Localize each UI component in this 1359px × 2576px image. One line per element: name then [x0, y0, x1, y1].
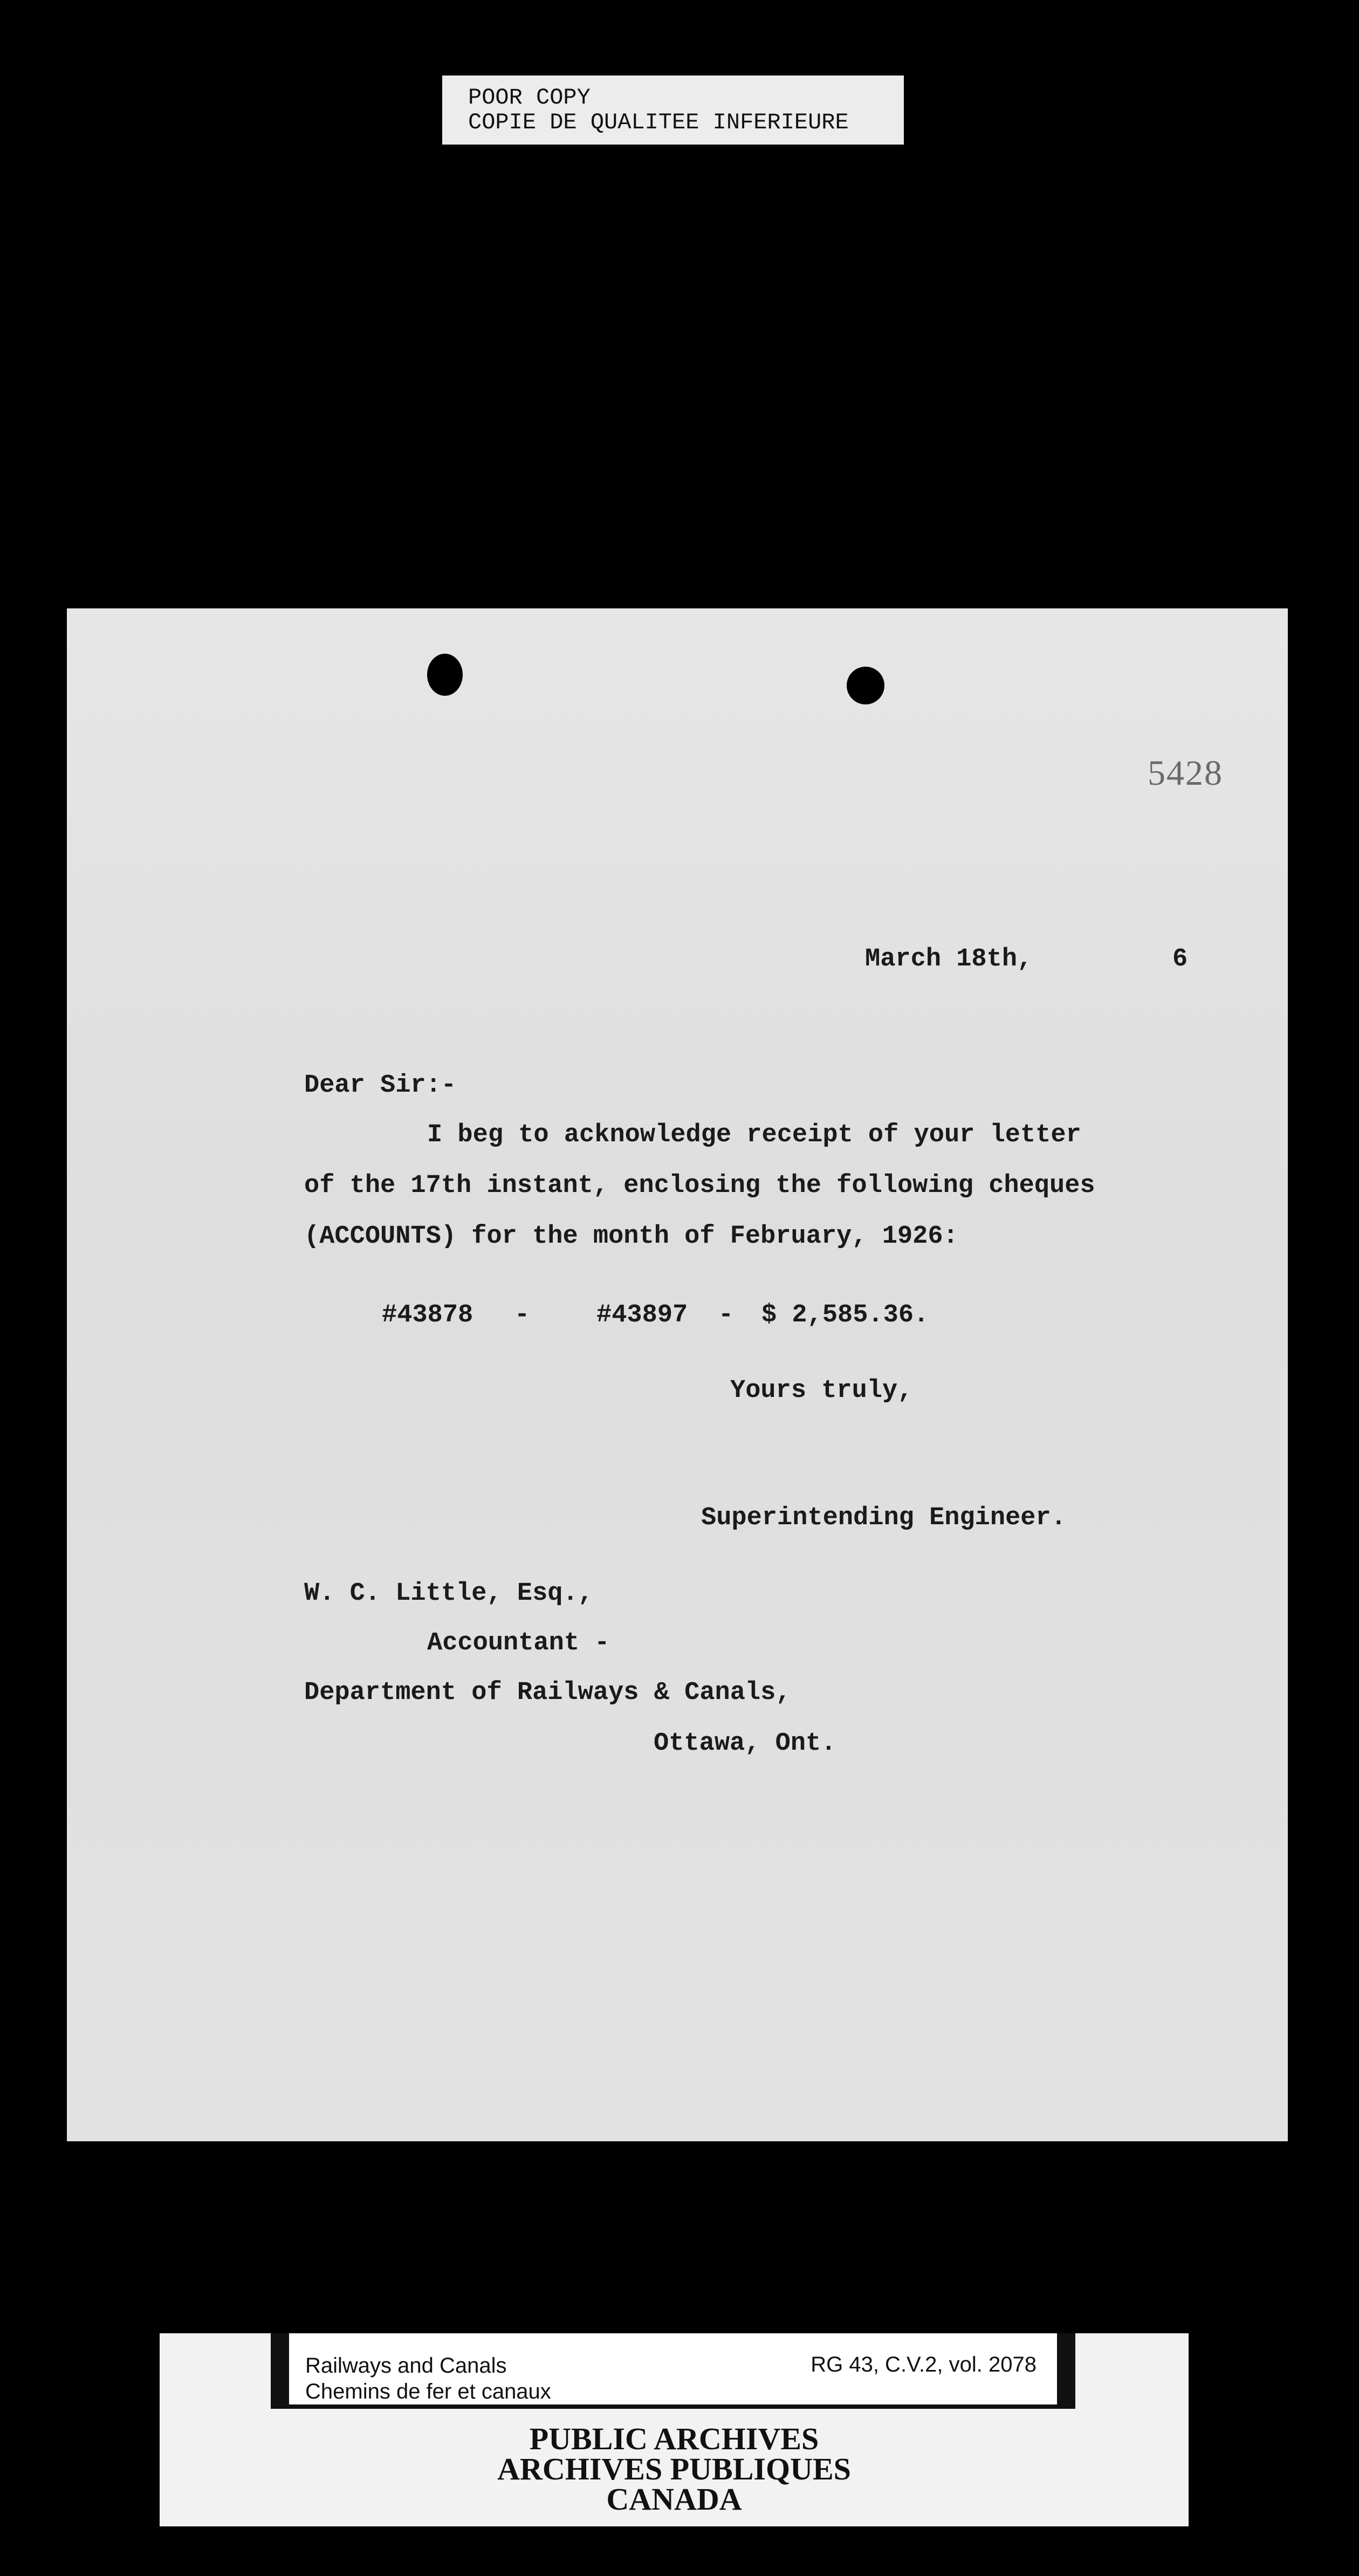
cheque-amount: $ 2,585.36.	[761, 1301, 929, 1330]
cheque-dash: -	[718, 1301, 734, 1330]
body-line-2: of the 17th instant, enclosing the following cheques	[304, 1171, 1095, 1200]
address-line-4: Ottawa, Ont.	[654, 1729, 836, 1758]
closing: Yours truly,	[730, 1376, 913, 1405]
letter-page	[67, 608, 1288, 2141]
file-number: 5428	[1148, 753, 1223, 793]
stamp-line-1: POOR COPY	[468, 85, 591, 111]
address-line-3: Department of Railways & Canals,	[304, 1678, 791, 1707]
letter-date: March 18th,	[865, 945, 1033, 974]
cheque-second: #43897	[596, 1301, 688, 1330]
fonds-name-en: Railways and Canals	[305, 2354, 507, 2378]
archives-line-3: CANADA	[606, 2482, 742, 2517]
punch-hole	[427, 654, 463, 696]
reference-number: RG 43, C.V.2, vol. 2078	[811, 2353, 1037, 2376]
archives-label	[160, 2421, 1189, 2517]
reference-box	[271, 2333, 1075, 2409]
address-line-1: W. C. Little, Esq.,	[304, 1579, 593, 1608]
page-number: 6	[1172, 945, 1188, 974]
signature-title: Superintending Engineer.	[701, 1504, 1066, 1532]
stamp-line-2: COPIE DE QUALITEE INFERIEURE	[468, 109, 849, 135]
body-line-1: I beg to acknowledge receipt of your letter	[427, 1121, 1081, 1149]
archives-footer	[160, 2333, 1189, 2526]
address-line-2: Accountant -	[427, 1629, 610, 1657]
cheque-first: #43878	[382, 1301, 473, 1330]
punch-hole	[847, 667, 884, 704]
body-line-3: (ACCOUNTS) for the month of February, 1926:	[304, 1222, 958, 1251]
poor-copy-stamp	[442, 76, 904, 145]
fonds-name-fr: Chemins de fer et canaux	[305, 2380, 551, 2403]
salutation: Dear Sir:-	[304, 1071, 457, 1100]
archives-line-2: ARCHIVES PUBLIQUES	[497, 2451, 851, 2486]
cheque-dash: -	[514, 1301, 530, 1330]
archives-line-1: PUBLIC ARCHIVES	[529, 2421, 819, 2456]
